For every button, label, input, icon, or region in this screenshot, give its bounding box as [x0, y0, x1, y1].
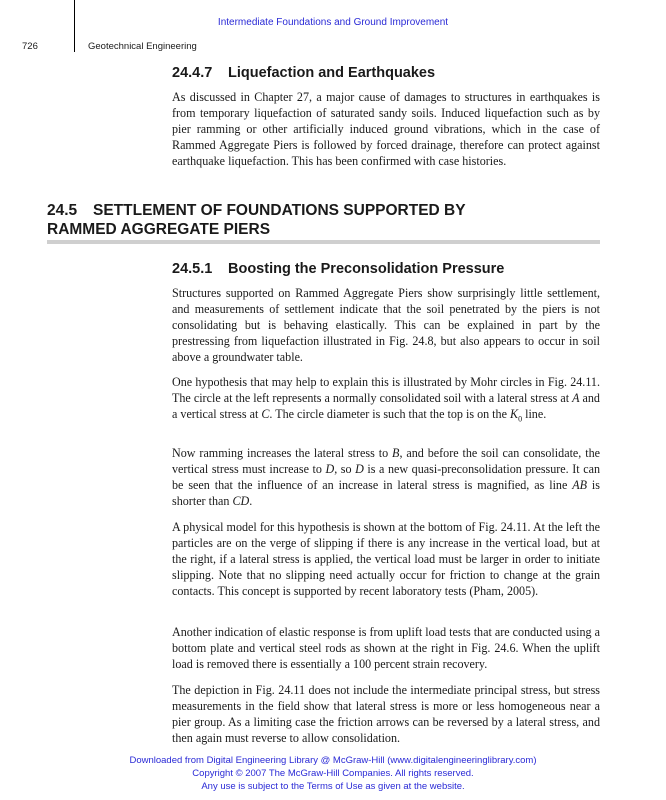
footer-download-link[interactable]: Downloaded from Digital Engineering Library @ McGraw-Hill (www.digitalengineeringlibrary.com)	[129, 755, 537, 766]
section-title-line1: SETTLEMENT OF FOUNDATIONS SUPPORTED BY	[93, 202, 466, 219]
subsection-heading-liquefaction	[172, 65, 435, 81]
subsection-title: Liquefaction and Earthquakes	[228, 65, 436, 81]
header-divider	[74, 0, 75, 52]
paragraph-3: Now ramming increases the lateral stress to B, and before the soil can consolidate, the vertical stress must increase to D, so D is a new quasi-preconsolidation pressure. It can be seen that the influence of an increase in lateral stress is magnified, as line AB is shorter than CD.	[172, 446, 600, 508]
footer-copyright: Copyright © 2007 The McGraw-Hill Companies. All rights reserved.	[192, 768, 474, 779]
section-heading	[47, 201, 466, 239]
section-title-line2: RAMMED AGGREGATE PIERS	[47, 221, 271, 238]
section-number: 24.5	[47, 202, 78, 219]
paragraph-liquefaction: As discussed in Chapter 27, a major cause of damages to structures in earthquakes is from temporary liquefaction of saturated sandy soils. Induced liquefaction such as by pier ramming or other artificially induced ground vibrations, which in the case of Rammed Aggregate Piers is followed by forced drainage, therefore can protect against earthquake liquefaction. This has been confirmed with case histories.	[172, 90, 600, 168]
paragraph-1: Structures supported on Rammed Aggregate Piers show surprisingly little settlement, and measurements of settlement indicate that the soil penetrated by the piers is not consolidating but is behaving elastically. This can be explained in part by the prestressing from liquefaction illustrated in Fig. 24.8, but also appears to occur in soil above a groundwater table.	[172, 286, 600, 364]
subsection-number: 24.5.1	[172, 261, 213, 277]
paragraph-4: A physical model for this hypothesis is shown at the bottom of Fig. 24.11. At the left the particles are on the verge of slipping if there is any increase in the vertical load, but at the right, if a lateral stress is applied, the vertical load must be larger in order to initiate slipping. Note that no slipping need actually occur for friction to change at the grain contacts. This concept is supported by recent laboratory tests (Pham, 2005).	[172, 520, 600, 598]
footer-terms-link[interactable]: Any use is subject to the Terms of Use as given at the website.	[201, 781, 465, 792]
page-number: 726	[22, 41, 38, 52]
section-rule	[47, 240, 600, 244]
subsection-number: 24.4.7	[172, 65, 213, 81]
paragraph-6: The depiction in Fig. 24.11 does not include the intermediate principal stress, but stress measurements in the field show that lateral stress is more or less homogeneous near a pier group. As a limiting case the friction arrows can be reversed by a lateral stress, and then again must reverse to allow consolidation.	[172, 683, 600, 745]
paragraph-5: Another indication of elastic response is from uplift load tests that are conducted using a bottom plate and vertical steel rods as shown at the right in Fig. 24.6. When the uplift load is removed there is essentially a 100 percent strain recovery.	[172, 625, 600, 671]
running-head: Geotechnical Engineering	[88, 41, 197, 52]
header-link[interactable]: Intermediate Foundations and Ground Improvement	[217, 17, 449, 28]
subsection-heading-preconsolidation	[172, 261, 504, 277]
subsection-title: Boosting the Preconsolidation Pressure	[228, 261, 505, 277]
paragraph-2: One hypothesis that may help to explain this is illustrated by Mohr circles in Fig. 24.11. The circle at the left represents a normally consolidated soil with a lateral stress at A and a vertical stress at C. The circle diameter is such that the top is on the $K_0$ line.	[172, 375, 600, 424]
